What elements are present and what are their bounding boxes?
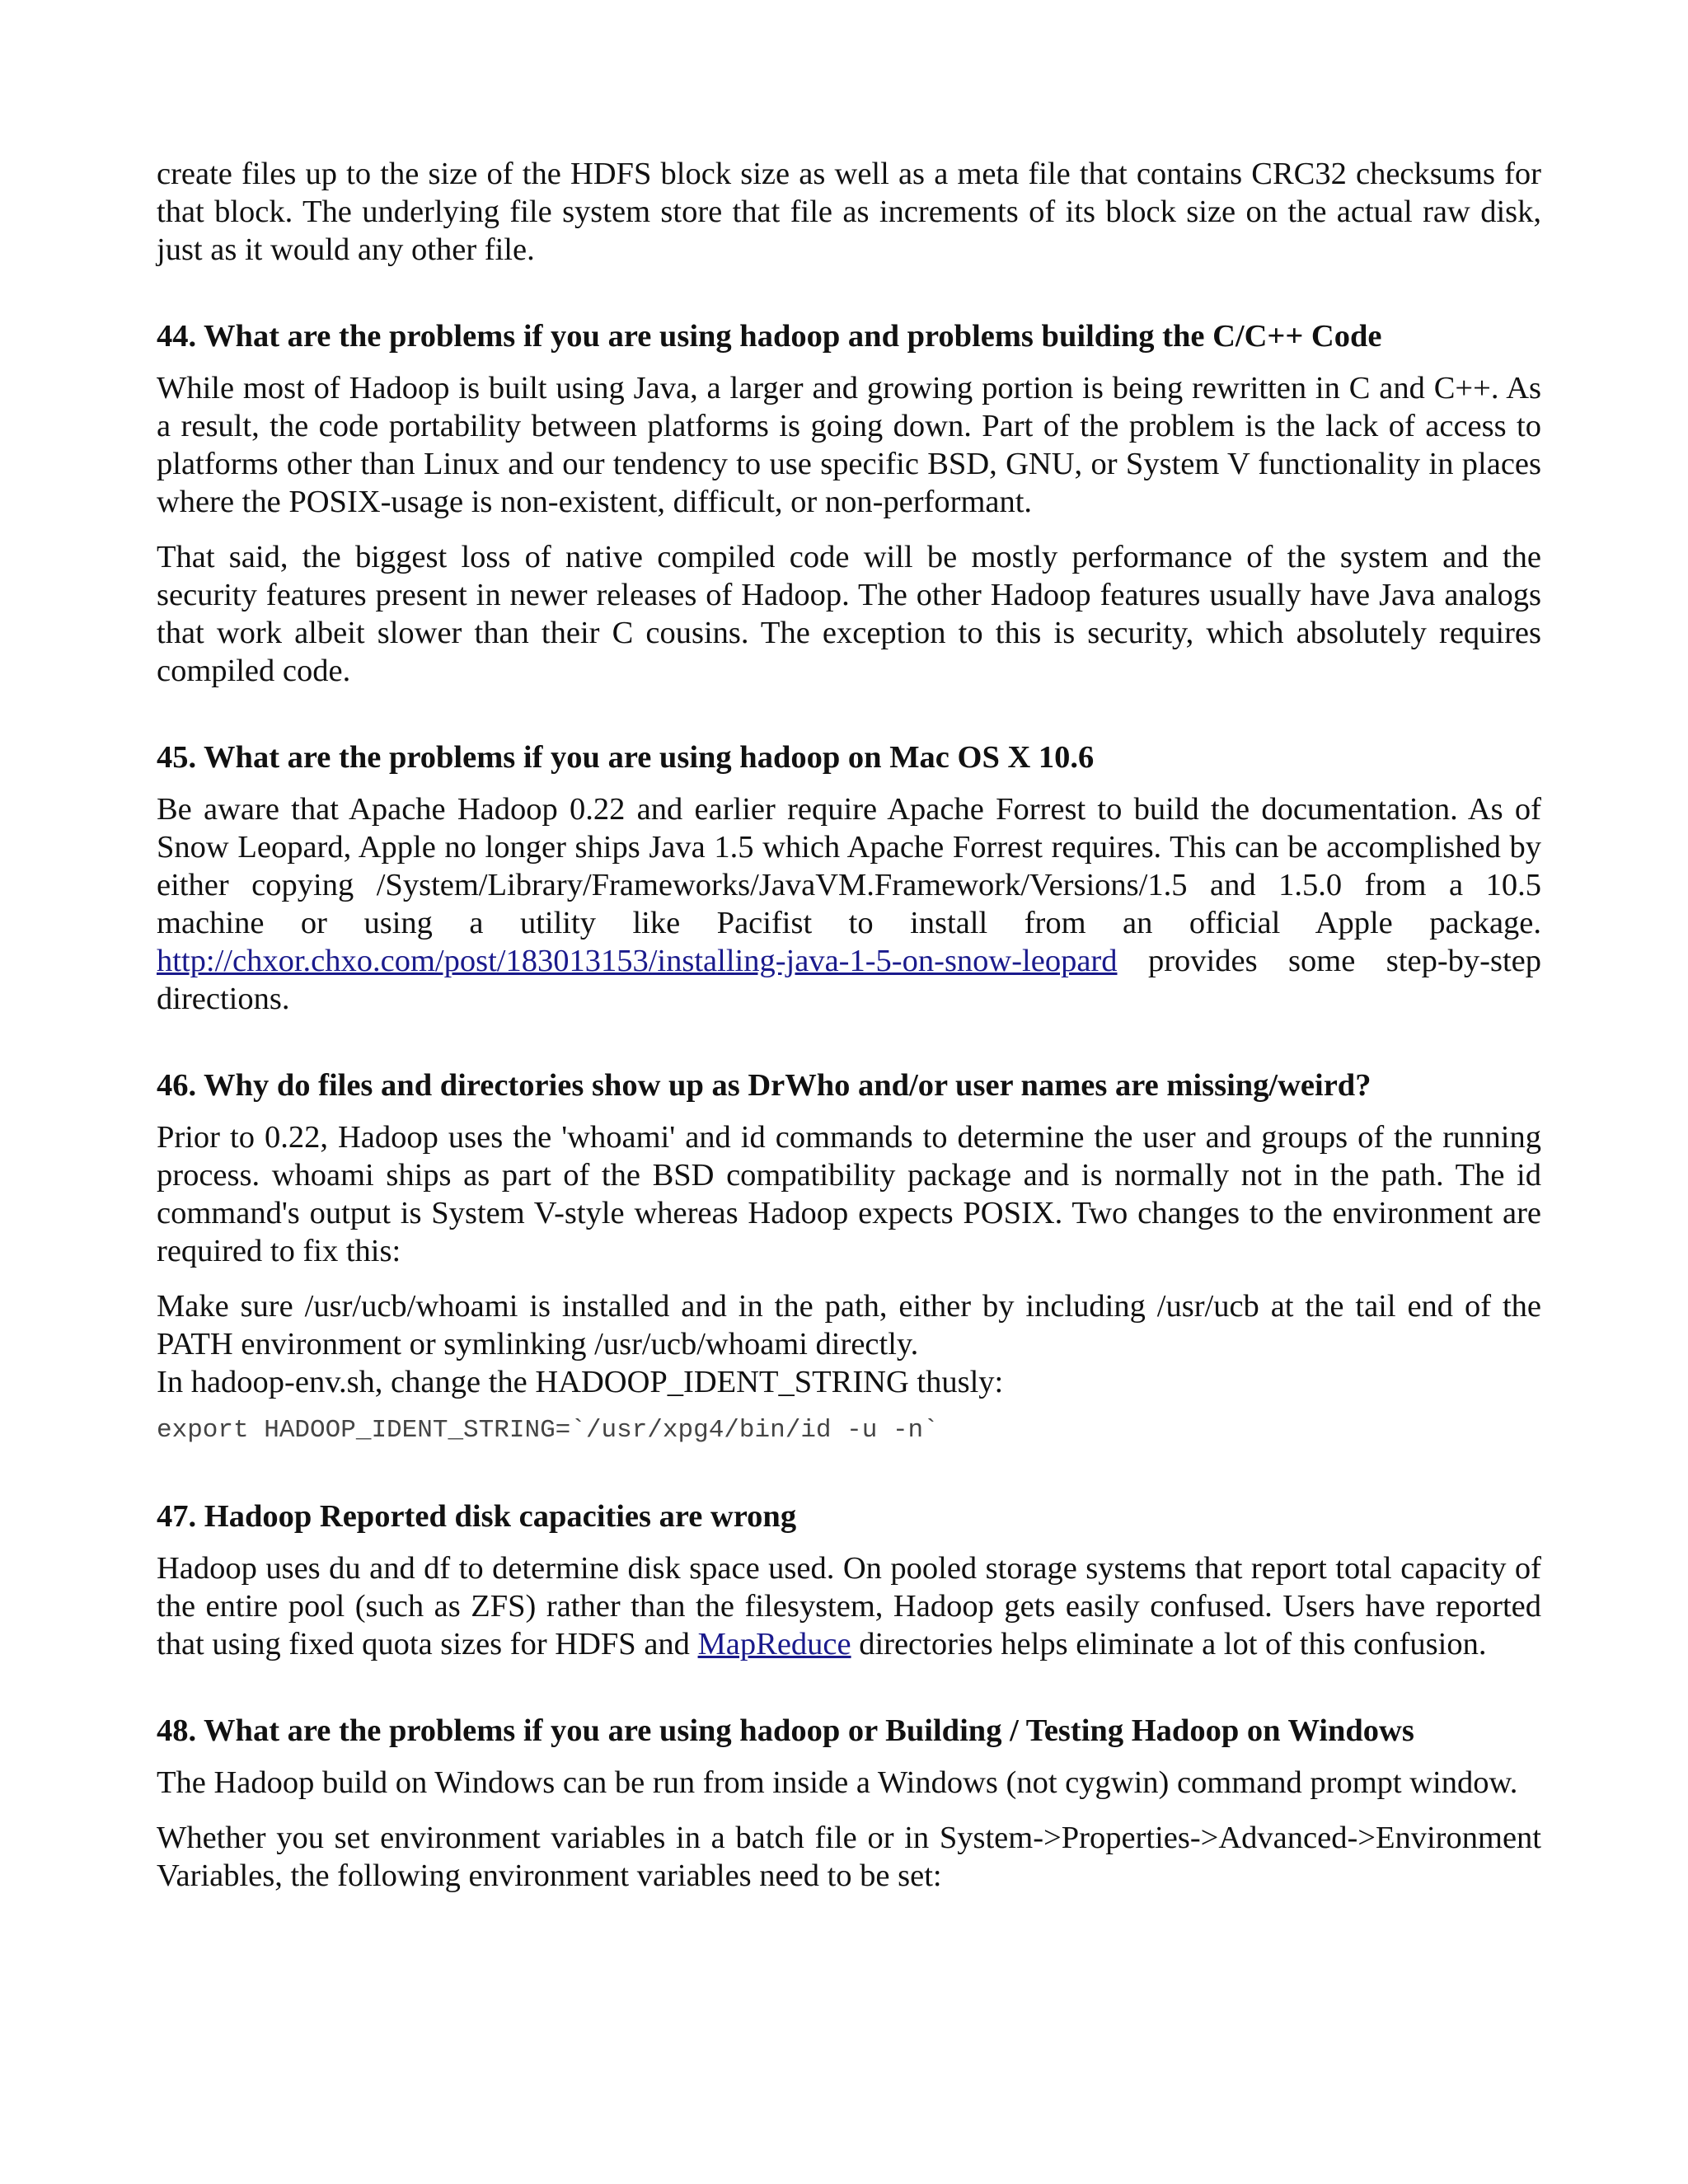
q45-snow-leopard-link[interactable]: http://chxor.chxo.com/post/183013153/installing-java-1-5-on-snow-leopard [157,944,1118,978]
q47-text-before-link: Hadoop uses du and df to determine disk space used. On pooled storage systems that report total capacity of the entire pool (such as ZFS) rather than the filesystem, Hadoop gets easily confused. Users have reported that using fixed quota sizes for HDFS and [157,1551,1541,1661]
q48-paragraph-1: The Hadoop build on Windows can be run from inside a Windows (not cygwin) command prompt window. [157,1765,1518,1800]
q45-paragraph-1 [157,790,1541,1018]
q46-paragraph-2: Make sure /usr/ucb/whoami is installed and in the path, either by including /usr/ucb at the tail end of the PATH environment or symlinking /usr/ucb/whoami directly. [157,1289,1541,1361]
q45-text-after-link: provides some step-by-step directions. [157,944,1541,1016]
q44-heading: 44. What are the problems if you are using hadoop and problems building the C/C++ Code [157,319,1382,354]
q47-paragraph-1 [157,1549,1541,1663]
q48-paragraph-2: Whether you set environment variables in a batch file or in System->Properties->Advanced->Environment Variables, the following environment variables need to be set: [157,1821,1541,1893]
q47-heading: 47. Hadoop Reported disk capacities are wrong [157,1499,797,1534]
q46-paragraph-3: In hadoop-env.sh, change the HADOOP_IDENT_STRING thusly: [157,1365,1004,1399]
q46-heading: 46. Why do files and directories show up as DrWho and/or user names are missing/weird? [157,1068,1372,1103]
q46-code-block: export HADOOP_IDENT_STRING=`/usr/xpg4/bin/id -u -n` [157,1416,939,1445]
document-page [157,155,1541,1895]
q44-paragraph-1: While most of Hadoop is built using Java, a larger and growing portion is being rewritten in C and C++. As a result, the code portability between platforms is going down. Part of the problem is the lack of access to platforms other than Linux and our tendency to use specific BSD, GNU, or System V functionality in places where the POSIX-usage is non-existent, difficult, or non-performant. [157,371,1541,519]
q45-text-before-link: Be aware that Apache Hadoop 0.22 and earlier require Apache Forrest to build the documentation. As of Snow Leopard, Apple no longer ships Java 1.5 which Apache Forrest requires. This can be accomplished by either copying /System/Library/Frameworks/JavaVM.Framework/Versions/1.5 and 1.5.0 from a 10.5 machine or using a utility like Pacifist to install from an official Apple package. [157,792,1541,940]
q48-heading: 48. What are the problems if you are using hadoop or Building / Testing Hadoop on Windows [157,1713,1414,1748]
q47-mapreduce-link[interactable]: MapReduce [697,1627,851,1661]
q47-text-after-link: directories helps eliminate a lot of this confusion. [851,1627,1487,1661]
intro-paragraph: create files up to the size of the HDFS block size as well as a meta file that contains CRC32 checksums for that block. The underlying file system store that file as increments of its block size on the actual raw disk, just as it would any other file. [157,157,1541,267]
q45-heading: 45. What are the problems if you are using hadoop on Mac OS X 10.6 [157,740,1095,775]
q46-paragraph-1: Prior to 0.22, Hadoop uses the 'whoami' and id commands to determine the user and groups of the running process. whoami ships as part of the BSD compatibility package and is normally not in the path. The id command's output is System V-style whereas Hadoop expects POSIX. Two changes to the environment are required to fix this: [157,1120,1541,1268]
q44-paragraph-2: That said, the biggest loss of native compiled code will be mostly performance of the system and the security features present in newer releases of Hadoop. The other Hadoop features usually have Java analogs that work albeit slower than their C cousins. The exception to this is security, which absolutely requires compiled code. [157,540,1541,688]
